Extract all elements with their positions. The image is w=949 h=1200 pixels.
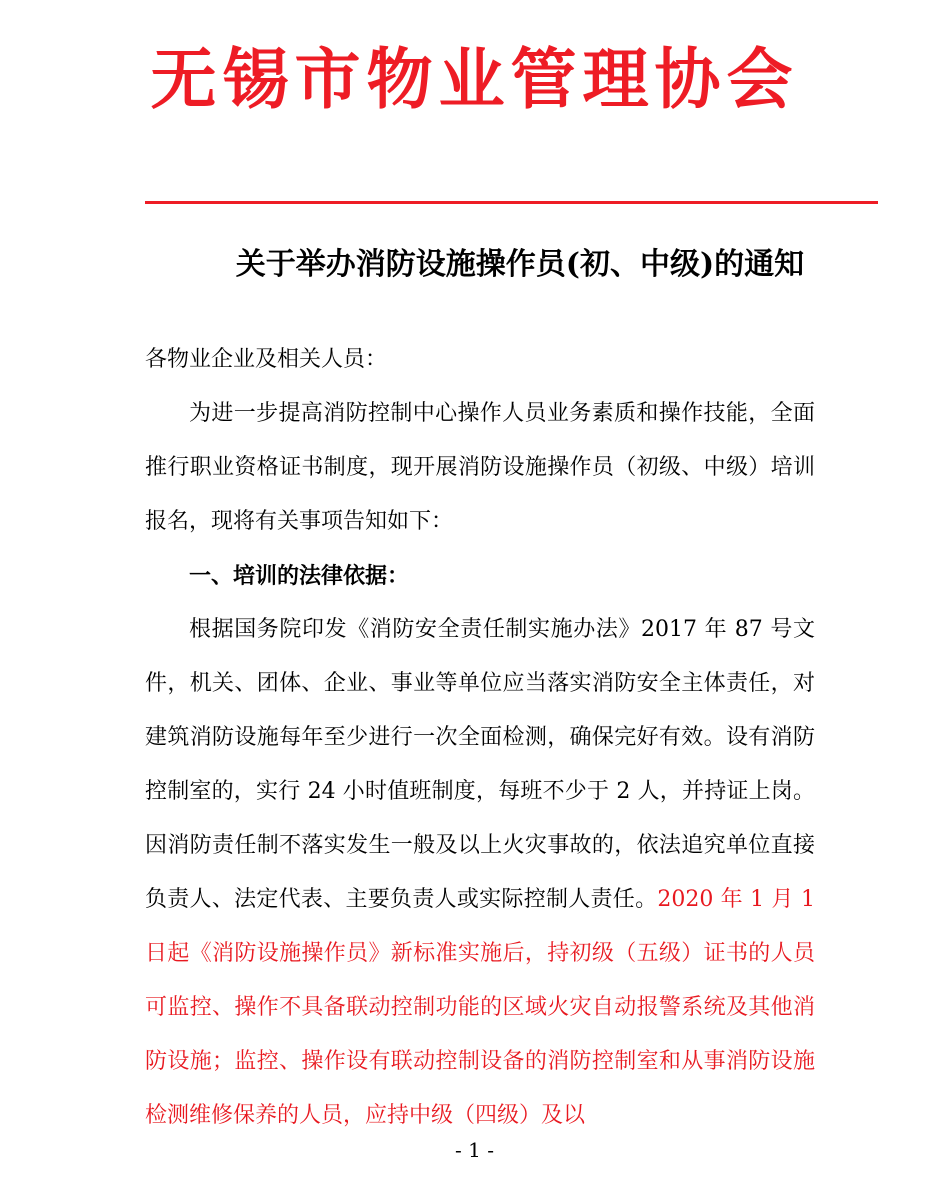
salutation: 各物业企业及相关人员： bbox=[145, 347, 388, 372]
letterhead-divider bbox=[145, 201, 878, 204]
organization-letterhead: 无锡市物业管理协会 bbox=[150, 40, 799, 118]
document-title: 关于举办消防设施操作员(初、中级)的通知 bbox=[235, 247, 805, 282]
highlighted-text: 2020 年 1 月 1 日起《消防设施操作员》新标准实施后，持初级（五级）证书的人员可监控、操作不具备联动控制功能的区域火灾自动报警系统及其他消防设施；监控、操作设有联动控制设备的消防控制室和从事消防设施检测维修保养的人员，应持中级（四级）及以 bbox=[145, 887, 815, 1128]
page-number: - 1 - bbox=[455, 1138, 494, 1162]
intro-paragraph: 为进一步提高消防控制中心操作人员业务素质和操作技能，全面推行职业资格证书制度，现开展消防设施操作员（初级、中级）培训报名，现将有关事项告知如下： bbox=[145, 401, 815, 534]
paragraph-text: 根据国务院印发《消防安全责任制实施办法》2017 年 87 号文件，机关、团体、企业、事业等单位应当落实消防安全主体责任，对建筑消防设施每年至少进行一次全面检测，确保完好有效。设有消防控制室的，实行 24 小时值班制度，每班不少于 2 人，并持证上岗。因消防责任制不落实发生一般及以上火灾事故的，依法追究单位直接负责人、法定代表、主要负责人或实际控制人责任。 bbox=[145, 617, 815, 912]
section-heading: 一、培训的法律依据： bbox=[189, 563, 410, 589]
section-paragraph bbox=[145, 603, 815, 1143]
document-body bbox=[145, 333, 815, 1143]
